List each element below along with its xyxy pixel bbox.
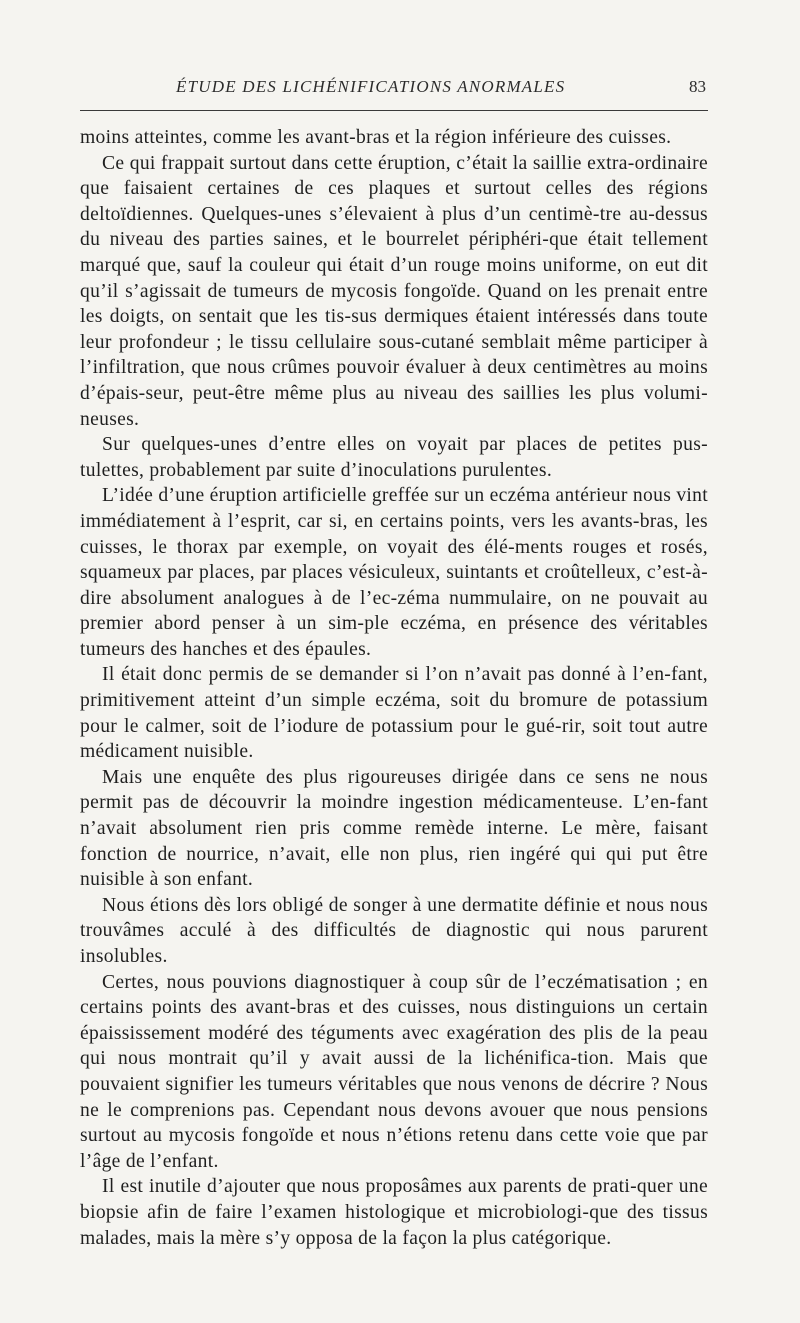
running-title: ÉTUDE DES LICHÉNIFICATIONS ANORMALES — [176, 77, 566, 96]
header-rule — [80, 110, 708, 111]
body-text — [80, 125, 708, 1251]
paragraph-1: moins atteintes, comme les avant-bras et la région inférieure des cuisses. — [80, 127, 672, 148]
paragraph-9: Il est inutile d’ajouter que nous proposâmes aux parents de prati-quer une biopsie afin de faire l’examen histologique et microbiologi-que des tissus malades, mais la mère s’y opposa de la façon la plus catégorique. — [80, 1176, 708, 1249]
page-number: 83 — [689, 77, 706, 96]
paragraph-2: Ce qui frappait surtout dans cette éruption, c’était la saillie extra-ordinaire que faisaient certaines de ces plaques et surtout celles des régions deltoïdiennes. Quelques-unes s’élevaient à plus d’un centimè-tre au-dessus du niveau des parties saines, et le bourrelet périphéri-que était tellement marqué que, sauf la couleur qui était d’un rouge moins uniforme, on eut dit qu’il s’agissait de tumeurs de mycosis fongoïde. Quand on les prenait entre les doigts, on sentait que les tis-sus dermiques étaient intéressés dans toute leur profondeur ; le tissu cellulaire sous-cutané semblait même participer à l’infiltration, que nous crûmes pouvoir évaluer à deux centimètres au moins d’épais-seur, peut-être même plus au niveau des saillies les plus volumi-neuses. — [80, 152, 708, 430]
page-header — [80, 77, 708, 99]
paragraph-7: Nous étions dès lors obligé de songer à une dermatite définie et nous nous trouvâmes acculé à des difficultés de diagnostic qui nous parurent insolubles. — [80, 894, 708, 967]
paragraph-8: Certes, nous pouvions diagnostiquer à coup sûr de l’eczématisation ; en certains points des avant-bras et des cuisses, nous distinguions un certain épaississement modéré des téguments avec exagération des plis de la peau qui nous montrait qu’il y avait aussi de la lichénifica-tion. Mais que pouvaient signifier les tumeurs véritables que nous venons de décrire ? Nous ne le comprenions pas. Cependant nous devons avouer que nous pensions surtout au mycosis fongoïde et nous n’étions retenu dans cette voie que par l’âge de l’enfant. — [80, 971, 708, 1172]
paragraph-6: Mais une enquête des plus rigoureuses dirigée dans ce sens ne nous permit pas de découvrir la moindre ingestion médicamenteuse. L’en-fant n’avait absolument rien pris comme remède interne. Le mère, faisant fonction de nourrice, n’avait, elle non plus, rien ingéré qui qui put être nuisible à son enfant. — [80, 766, 708, 891]
paragraph-4: L’idée d’une éruption artificielle greffée sur un eczéma antérieur nous vint immédiatement à l’esprit, car si, en certains points, vers les avants-bras, les cuisses, le thorax par exemple, on voyait des élé-ments rouges et rosés, squameux par places, par places vésiculeux, suintants et croûtelleux, c’est-à-dire absolument analogues à de l’ec-zéma nummulaire, on ne pouvait au premier abord penser à un sim-ple eczéma, en présence des véritables tumeurs des hanches et des épaules. — [80, 485, 709, 660]
paragraph-3: Sur quelques-unes d’entre elles on voyait par places de petites pus-tulettes, probablement par suite d’inoculations purulentes. — [80, 434, 708, 481]
paragraph-5: Il était donc permis de se demander si l’on n’avait pas donné à l’en-fant, primitivement atteint d’un simple eczéma, soit du bromure de potassium pour le calmer, soit de l’iodure de potassium pour le gué-rir, soit tout autre médicament nuisible. — [80, 664, 708, 763]
